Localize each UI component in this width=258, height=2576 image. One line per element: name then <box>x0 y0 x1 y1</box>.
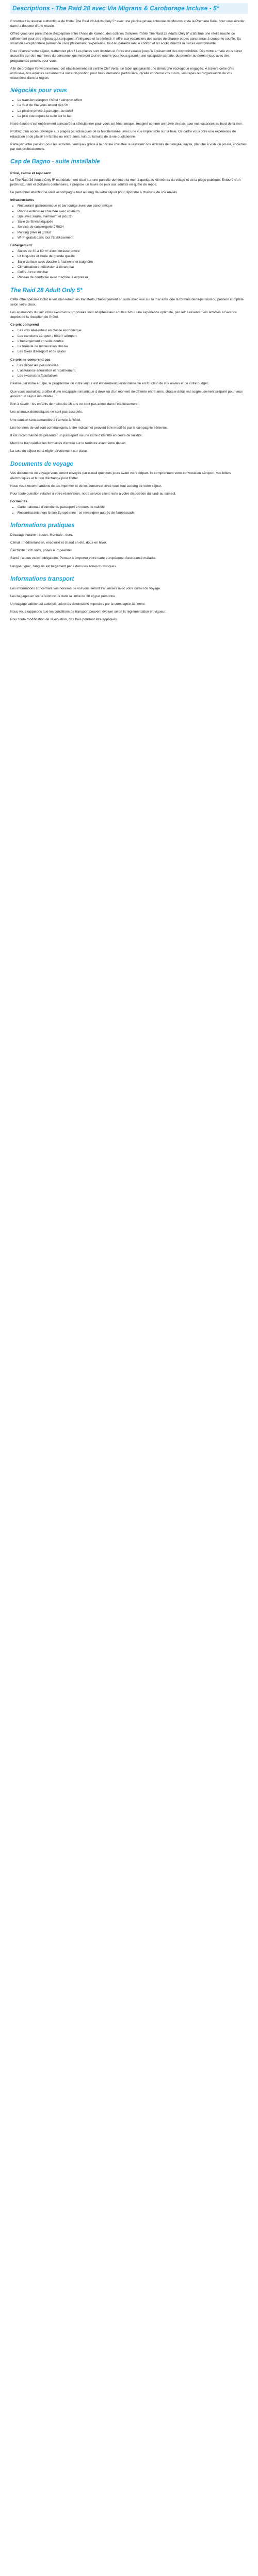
page-title: Descriptions - The Raid 28 avec Via Migrans & Caroborage Incluse - 5* <box>12 5 219 12</box>
list-item: • Les transferts aéroport / hôtel / aéroport <box>18 334 248 338</box>
list-item: • L'hébergement en suite double <box>18 339 248 344</box>
included-label: Ce prix comprend <box>10 323 39 327</box>
list-item: • Suites de 40 à 60 m² avec terrasse privée <box>18 249 248 253</box>
list-item: • Coffre-fort et minibar <box>18 270 248 275</box>
body-paragraph: Que vous souhaitiez profiter d'une escapade romantique à deux ou d'un moment de détente entre amis, chaque détail est soigneusement préparé pour vous assurer un séjour inoubliable. <box>10 389 243 398</box>
body-paragraph: Les informations concernant vos horaires de vol vous seront transmises avec votre carnet de voyage. <box>10 586 161 590</box>
body-paragraph: La taxe de séjour est à régler directement sur place. <box>10 449 88 453</box>
infos-section <box>10 88 248 151</box>
body-paragraph: Les bagages en soute sont inclus dans la limite de 20 kg par personne. <box>10 594 116 598</box>
section-title: Informations transport <box>10 575 74 582</box>
section-title: The Raid 28 Adult Only 5* <box>10 287 83 294</box>
body-paragraph: Pour toute modification de réservation, des frais pourront être appliqués. <box>10 618 118 622</box>
list-item: • Carte nationale d'identité ou passeport en cours de validité <box>18 505 248 510</box>
list-item: • Lit king-size et literie de grande qualité <box>18 254 248 259</box>
extra-section <box>10 381 248 453</box>
list-item: • Service de conciergerie 24h/24 <box>18 225 248 229</box>
list-item: • Piscine extérieure chauffée avec solarium <box>18 209 248 214</box>
intro-paragraph: Afin de protéger l'environnement, cet établissement est certifié Clef Verte, un label qui garantit une démarche écologique engagée. À travers cette offre exclusive, nos équipes se tiennent à votre disposition pour toute demande particulière, qu'elle concerne vos loisirs, vos repas ou l'organisation de vos excursions dans la région. <box>10 66 234 80</box>
list-item: • Climatisation et télévision à écran plat <box>18 265 248 269</box>
list-item: • Restaurant gastronomique et bar lounge avec vue panoramique <box>18 204 248 208</box>
body-paragraph: Électricité : 220 volts, prises européennes. <box>10 549 74 553</box>
body-paragraph: Langue : grec, l'anglais est largement parlé dans les zones touristiques. <box>10 564 117 568</box>
list-item: • Ressortissants hors Union Européenne : se renseigner auprès de l'ambassade <box>18 511 248 515</box>
subheading: Privé, calme et reposant <box>10 171 51 175</box>
body-paragraph: Notre équipe s'est entièrement consacrée à sélectionner pour vous cet hôtel unique, imaginé comme un havre de paix pour vos vacances au bord de la mer. <box>10 122 243 126</box>
intro-paragraph: Pour réserver votre séjour, n'attendez plus ! Les places sont limitées et l'offre est valable jusqu'à épuisement des disponibilités. Dès votre arrivée vous serez accueillis par des membres du personnel qui mettront tout en œuvre pour vous garantir une escapade parfaite, du premier au dernier jour, avec des programmes pensés pour vous. <box>10 49 243 63</box>
body-paragraph: Bon à savoir : les enfants de moins de 16 ans ne sont pas admis dans l'établissement. <box>10 402 139 406</box>
hotel-section <box>10 159 248 280</box>
body-paragraph: Un bagage cabine est autorisé, selon les dimensions imposées par la compagnie aérienne. <box>10 602 146 606</box>
amenities-label: Infrastructures <box>10 198 34 202</box>
transport-section <box>10 576 248 622</box>
list-item: • La jolie vue depuis la suite sur le lac <box>18 114 248 118</box>
body-paragraph: Il est recommandé de présenter un passeport ou une carte d'identité en cours de validité. <box>10 433 143 437</box>
list-item: • Wi-Fi gratuit dans tout l'établissement <box>18 235 248 240</box>
body-paragraph: Les animations du soir et les excursions proposées sont adaptées aux adultes. Pour une expérience optimale, pensez à réserver vos activités à l'avance auprès de la réception de l'hôtel. <box>10 310 237 319</box>
practical-section <box>10 522 248 569</box>
offer-section <box>10 287 248 379</box>
body-paragraph: Santé : aucun vaccin obligatoire. Pensez à emporter votre carte européenne d'assurance maladie. <box>10 556 156 561</box>
list-item: • Les dépenses personnelles <box>18 363 248 368</box>
intro-paragraph: Offrez-vous une parenthèse d'exception entre l'Anse de Kameo, des collines d'oliviers, l'hôtel The Raid 28 Adults Only 5* s'attribue une réelle touche de raffinement pour des séjours qui conjuguent l'élégance et la sérénité. Il offre aux vacanciers des suites de charme et des panoramas à couper le souffle. Sa situation exceptionnelle permet de vivre pleinement l'expérience, tout en garantissant le confort et un accès direct à la nature environnante. <box>10 32 241 45</box>
list-item: • Spa avec sauna, hammam et jacuzzi <box>18 214 248 219</box>
body-paragraph: Une caution sera demandée à l'arrivée à l'hôtel. <box>10 418 82 422</box>
list-item: • Parking privé et gratuit <box>18 230 248 235</box>
list-item: • Plateau de courtoisie avec machine à expresso <box>18 275 248 280</box>
rooms-list <box>10 249 248 280</box>
included-list <box>10 328 248 354</box>
body-paragraph: Climat : méditerranéen, ensoleillé et chaud en été, doux en hiver. <box>10 540 107 545</box>
intro-paragraph: Constituez la réserve authentique de l'hôtel The Raid 28 Adults Only 5* avec une piscine privée entourée de Mouros et de la Première Baie, pour vous évader dans la douceur d'une escale. <box>10 20 245 28</box>
body-paragraph: Merci de bien vérifier les formalités d'entrée sur le territoire avant votre départ. <box>10 442 126 446</box>
list-item: • La formule de restauration choisie <box>18 344 248 349</box>
list-item: • Salle de fitness équipée <box>18 219 248 224</box>
body-paragraph: Décalage horaire : aucun. Monnaie : euro. <box>10 533 73 537</box>
body-paragraph: Pour toute question relative à votre réservation, notre service client reste à votre disposition du lundi au samedi. <box>10 492 176 496</box>
documents-section <box>10 461 248 515</box>
list-item: • L'assurance annulation et rapatriement <box>18 368 248 373</box>
excluded-label: Ce prix ne comprend pas <box>10 358 51 362</box>
body-paragraph: Le The Raid 28 Adults Only 5* est idéalement situé sur une parcelle dominant la mer, à quelques kilomètres du village et de la plage publique. Entouré d'un jardin luxuriant et d'oliviers centenaires, il propose un havre de paix aux adultes en quête de repos. <box>10 178 241 187</box>
list-item: • Les taxes d'aéroport et de séjour <box>18 349 248 354</box>
body-paragraph: Nous vous recommandons de les imprimer et de les conserver avec vous tout au long de votre séjour. <box>10 484 162 488</box>
section-title: Documents de voyage <box>10 461 74 467</box>
body-paragraph: Partagez votre passion pour les activités nautiques grâce à la piscine chauffée ou essayez nos activités de plongée, kayak, planche à voile ou jet-ski, encadrés par des professionnels. <box>10 142 247 151</box>
formalities-label: Formalités <box>10 500 27 504</box>
list-item: • Salle de bain avec douche à l'italienne et baignoire <box>18 260 248 264</box>
body-paragraph: Nous vous rappelons que les conditions de transport peuvent évoluer selon la réglementation en vigueur. <box>10 610 167 614</box>
body-paragraph: Profitez d'un accès privilégié aux plages paradisiaques de la Méditerranée, avec une vue imprenable sur la baie. Ce cadre vous offre une expérience de relaxation et de plaisir en famille ou entre amis, loin du tumulte de la vie quotidienne. <box>10 130 236 139</box>
title-band <box>10 3 248 14</box>
excluded-list <box>10 363 248 379</box>
highlights-list <box>10 98 248 118</box>
section-title: Négociés pour vous <box>10 88 67 94</box>
list-item: • Le transfert aéroport / hôtel / aéroport offert <box>18 98 248 103</box>
section-title: Informations pratiques <box>10 522 75 529</box>
body-paragraph: Réalisé par notre équipe, le programme de votre séjour est entièrement personnalisable en fonction de vos envies et de votre budget. <box>10 382 209 386</box>
list-item: • Les excursions facultatives <box>18 374 248 378</box>
rooms-label: Hébergement <box>10 244 32 248</box>
body-paragraph: Les animaux domestiques ne sont pas acceptés. <box>10 410 83 414</box>
list-item: • La piscine privée à partager, au soleil <box>18 109 248 113</box>
intro-section <box>10 19 248 80</box>
amenities-list <box>10 204 248 240</box>
body-paragraph: Cette offre spéciale inclut le vol aller-retour, les transferts, l'hébergement en suite avec vue sur la mer ainsi que la formule demi-pension ou pension complète selon votre choix. <box>10 298 244 307</box>
list-item: • Le Sud de l'île vous attend dès 5h <box>18 103 248 108</box>
list-item: • Les vols aller-retour en classe économique <box>18 328 248 333</box>
body-paragraph: Le personnel attentionné vous accompagne tout au long de votre séjour pour répondre à chacune de vos envies. <box>10 191 178 195</box>
body-paragraph: Les horaires de vol sont communiqués à titre indicatif et peuvent être modifiés par la compagnie aérienne. <box>10 426 168 430</box>
body-paragraph: Vos documents de voyage vous seront envoyés par e-mail quelques jours avant votre départ. Ils comprennent votre convocation aéroport, vos billets électroniques et le bon d'échange pour l'hôtel. <box>10 471 231 480</box>
formalities-list <box>10 505 248 515</box>
section-title: Cap de Bagno - suite installable <box>10 159 100 165</box>
